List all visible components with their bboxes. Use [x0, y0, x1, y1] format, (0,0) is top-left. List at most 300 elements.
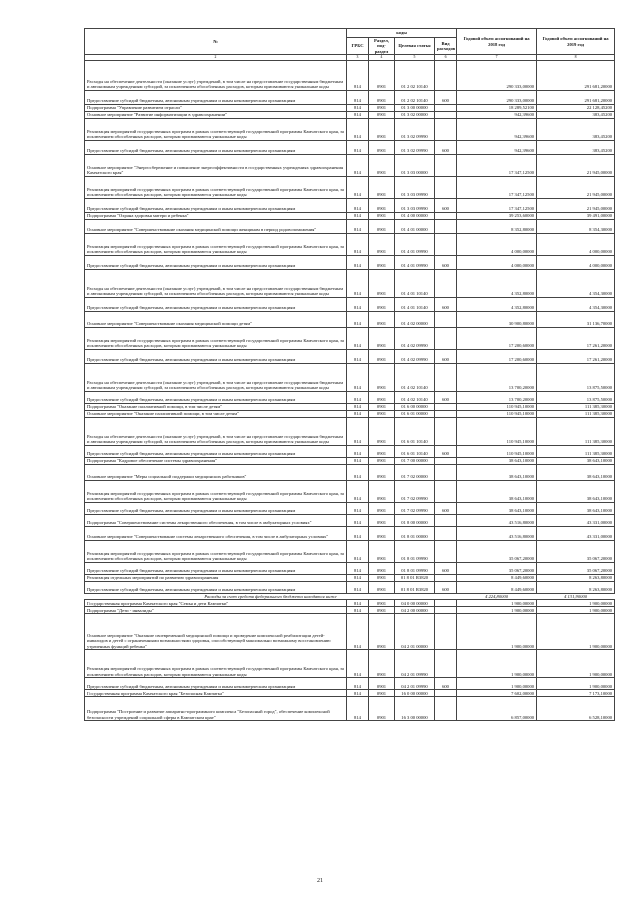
amount-2019-cell: 8 263,80000: [537, 574, 615, 581]
razdel-cell: 0901: [369, 198, 395, 212]
expense-type-cell: [435, 403, 457, 410]
description-cell: Предоставление субсидий бюджетным, автономным учреждениям и иным некоммерческим организациям: [85, 198, 347, 212]
razdel-cell: 0901: [369, 614, 395, 650]
table-row: [85, 255, 615, 269]
col-num: 4: [369, 55, 395, 61]
grbs-cell: 814: [347, 255, 369, 269]
target-article-cell: 01 4 01 00000: [395, 219, 435, 233]
description-cell: Основное мероприятие "Энергосбережение и повышение энергоэффективности в государственных учреждениях здравоохранения Камчатского края": [85, 154, 347, 176]
target-article-cell: 01 6 00 00000: [395, 403, 435, 410]
amount-2018-cell: 290 333,00000: [457, 90, 537, 104]
grbs-cell: 814: [347, 403, 369, 410]
amount-2019-cell: 8 263,80000: [537, 581, 615, 593]
table-row: [85, 269, 615, 297]
razdel-cell: 0901: [369, 457, 395, 464]
table-row: [85, 198, 615, 212]
description-cell: Основное мероприятие "Меры социальной поддержки медицинских работников": [85, 464, 347, 480]
grbs-cell: 814: [347, 297, 369, 311]
razdel-cell: 0901: [369, 600, 395, 607]
table-row: [85, 311, 615, 327]
description-cell: Предоставление субсидий бюджетным, автономным учреждениям и иным некоммерческим организациям: [85, 297, 347, 311]
target-article-cell: 01 8 01 09990: [395, 540, 435, 562]
amount-2018-cell: 7 602,00000: [457, 690, 537, 697]
razdel-cell: 0901: [369, 118, 395, 140]
expense-type-cell: [435, 480, 457, 502]
table-row: [85, 391, 615, 403]
amount-2018-cell: 17 347,12500: [457, 176, 537, 198]
description-cell: Подпрограмма "Совершенствование системы лекарственного обеспечения, в том числе в амбулаторных условиях": [85, 514, 347, 526]
expense-type-cell: [435, 104, 457, 111]
amount-2019-cell: 383,45200: [537, 140, 615, 154]
expense-type-cell: 600: [435, 90, 457, 104]
razdel-cell: 0901: [369, 410, 395, 417]
target-article-cell: 01 3 02 09990: [395, 118, 435, 140]
expense-type-cell: [435, 363, 457, 391]
grbs-cell: 814: [347, 581, 369, 593]
amount-2019-cell: 38 643,10000: [537, 457, 615, 464]
header-codes: коды: [347, 29, 457, 38]
razdel-cell: 0901: [369, 650, 395, 678]
table-row: [85, 526, 615, 540]
amount-2018-cell: 35 067,20000: [457, 562, 537, 574]
grbs-cell: 814: [347, 212, 369, 219]
razdel-cell: 0901: [369, 104, 395, 111]
razdel-cell: 0901: [369, 111, 395, 118]
amount-2018-cell: 110 945,10000: [457, 445, 537, 457]
amount-2018-cell: 4 352,80000: [457, 269, 537, 297]
razdel-cell: 0901: [369, 60, 395, 90]
target-article-cell: 01 4 02 10140: [395, 391, 435, 403]
amount-2019-cell: 383,45200: [537, 118, 615, 140]
razdel-cell: 0901: [369, 574, 395, 581]
grbs-cell: 814: [347, 502, 369, 514]
table-row: [85, 562, 615, 574]
amount-2018-cell: 17 200,60000: [457, 327, 537, 349]
description-cell: Реализация мероприятий государственных программ в рамках соответствующей государственной программы Камчатского края, за исключением обособленных расходов, которым присваиваются уникальные коды: [85, 176, 347, 198]
description-cell: Подпрограмма "Охрана здоровья матери и ребенка": [85, 212, 347, 219]
amount-2019-cell: 291 681,20000: [537, 60, 615, 90]
amount-2019-cell: 1 900,00000: [537, 650, 615, 678]
razdel-cell: 0901: [369, 417, 395, 445]
amount-2018-cell: 1 900,00000: [457, 678, 537, 690]
target-article-cell: 04 2 01 09990: [395, 650, 435, 678]
grbs-cell: 814: [347, 154, 369, 176]
table-row: [85, 502, 615, 514]
description-cell: Расходы на обеспечение деятельности (оказание услуг) учреждений, в том числе на предоставление государственным бюджетным и автономным учреждениям субсидий, за исключением обособленных расходов, которым присваиваются уникальные коды: [85, 363, 347, 391]
table-row: [85, 600, 615, 607]
amount-2018-cell: 13 700,20000: [457, 363, 537, 391]
grbs-cell: 814: [347, 678, 369, 690]
grbs-cell: 814: [347, 690, 369, 697]
target-article-cell: 01 6 01 00000: [395, 410, 435, 417]
razdel-cell: 0901: [369, 90, 395, 104]
grbs-cell: 814: [347, 140, 369, 154]
expense-type-cell: 600: [435, 581, 457, 593]
target-article-cell: 01 6 01 10140: [395, 417, 435, 445]
razdel-cell: 0901: [369, 327, 395, 349]
expense-type-cell: 600: [435, 502, 457, 514]
col-num: 5: [395, 55, 435, 61]
grbs-cell: 814: [347, 349, 369, 363]
razdel-cell: 0901: [369, 391, 395, 403]
expense-type-cell: [435, 219, 457, 233]
description-cell: Государственная программа Камчатского края "Безопасная Камчатка": [85, 690, 347, 697]
table-row: [85, 403, 615, 410]
table-row: [85, 690, 615, 697]
description-cell: Предоставление субсидий бюджетным, автономным учреждениям и иным некоммерческим организациям: [85, 445, 347, 457]
amount-2019-cell: 1 900,00000: [537, 614, 615, 650]
razdel-cell: 0901: [369, 581, 395, 593]
grbs-cell: 814: [347, 445, 369, 457]
expense-type-cell: [435, 212, 457, 219]
amount-2019-cell: 13 875,50000: [537, 363, 615, 391]
expense-type-cell: [435, 650, 457, 678]
razdel-cell: 0901: [369, 269, 395, 297]
amount-2018-cell: 110 945,10000: [457, 417, 537, 445]
razdel-cell: 0901: [369, 690, 395, 697]
expense-type-cell: [435, 154, 457, 176]
razdel-cell: 0901: [369, 678, 395, 690]
expense-type-cell: 600: [435, 391, 457, 403]
amount-2018-cell: 38 643,10000: [457, 457, 537, 464]
description-cell: Предоставление субсидий бюджетным, автономным учреждениям и иным некоммерческим организациям: [85, 391, 347, 403]
target-article-cell: 01 8 01 00000: [395, 526, 435, 540]
target-article-cell: 04 2 01 00000: [395, 614, 435, 650]
amount-2019-cell: 22 128,45200: [537, 104, 615, 111]
grbs-cell: 814: [347, 574, 369, 581]
table-row: [85, 118, 615, 140]
table-body: [85, 60, 615, 721]
amount-2018-cell: 110 945,10000: [457, 410, 537, 417]
table-row: [85, 140, 615, 154]
header-2019: Годовой объем ассигнований на 2019 год: [537, 29, 615, 55]
amount-2018-cell: 8 449,60000: [457, 574, 537, 581]
description-cell: Реализация мероприятий государственных программ в рамках соответствующей государственной программы Камчатского края, за исключением обособленных расходов, которым присваиваются уникальные коды: [85, 480, 347, 502]
amount-2019-cell: 43 331,00000: [537, 526, 615, 540]
target-article-cell: 01 4 01 10140: [395, 297, 435, 311]
description-cell: Предоставление субсидий бюджетным, автономным учреждениям и иным некоммерческим организациям: [85, 581, 347, 593]
expense-type-cell: [435, 600, 457, 607]
col-num: 2: [85, 55, 347, 61]
col-num: 7: [457, 55, 537, 61]
amount-2018-cell: 17 200,60000: [457, 349, 537, 363]
razdel-cell: 0901: [369, 297, 395, 311]
target-article-cell: 01 8 01 R3820: [395, 581, 435, 593]
expense-type-cell: 600: [435, 255, 457, 269]
amount-2018-cell: 38 643,10000: [457, 502, 537, 514]
razdel-cell: 0901: [369, 540, 395, 562]
amount-2018-cell: 4 000,00000: [457, 255, 537, 269]
amount-2019-cell: 4 000,00000: [537, 233, 615, 255]
amount-2019-cell: 111 385,30000: [537, 417, 615, 445]
table-row: [85, 480, 615, 502]
razdel-cell: 0901: [369, 445, 395, 457]
amount-2018-cell: 942,39600: [457, 118, 537, 140]
target-article-cell: 01 3 03 09990: [395, 198, 435, 212]
amount-2018-cell: 1 900,00000: [457, 600, 537, 607]
description-cell: Предоставление субсидий бюджетным, автономным учреждениям и иным некоммерческим организациям: [85, 502, 347, 514]
expense-type-cell: [435, 574, 457, 581]
target-article-cell: 16 3 00 00000: [395, 697, 435, 721]
amount-2019-cell: 31 136,70000: [537, 311, 615, 327]
amount-2018-cell: 6 857,00000: [457, 697, 537, 721]
table-note-row: [85, 593, 615, 600]
grbs-cell: 814: [347, 417, 369, 445]
target-article-cell: 01 3 00 00000: [395, 104, 435, 111]
description-cell: Подпрограмма "Управление развитием отрасли": [85, 104, 347, 111]
table-row: [85, 540, 615, 562]
description-cell: Подпрограмма "Кадровое обеспечение системы здравоохранения": [85, 457, 347, 464]
description-cell: Реализация мероприятий государственных программ в рамках соответствующей государственной программы Камчатского края, за исключением обособленных расходов, которым присваиваются уникальные коды: [85, 540, 347, 562]
razdel-cell: 0901: [369, 464, 395, 480]
razdel-cell: 0901: [369, 255, 395, 269]
expense-type-cell: [435, 176, 457, 198]
amount-2019-cell: 111 385,30000: [537, 403, 615, 410]
table-row: [85, 697, 615, 721]
target-article-cell: 04 2 00 00000: [395, 607, 435, 614]
description-cell: Реализация мероприятий государственных программ в рамках соответствующей государственной программы Камчатского края, за исключением обособленных расходов, которым присваиваются уникальные коды: [85, 327, 347, 349]
table-row: [85, 104, 615, 111]
target-article-cell: 01 2 02 10140: [395, 90, 435, 104]
table-row: [85, 607, 615, 614]
header-razdel: Раздел, под-раздел: [369, 38, 395, 55]
expense-type-cell: 600: [435, 562, 457, 574]
amount-2018-cell: 17 347,12500: [457, 154, 537, 176]
description-cell: Подпрограмма "Оказание паллиативной помощи, в том числе детям": [85, 403, 347, 410]
expense-type-cell: 600: [435, 297, 457, 311]
table-row: [85, 650, 615, 678]
description-cell: Основное мероприятие "Совершенствование оказания медицинской помощи детям": [85, 311, 347, 327]
amount-2018-cell: 38 643,10000: [457, 480, 537, 502]
target-article-cell: 01 4 00 00000: [395, 212, 435, 219]
description-cell: Подпрограмма "Построение и развитие аппаратно-программного комплекса "Безопасный город", обеспечение комплексной безопасности учреждений социальной сферы в Камчатском крае": [85, 697, 347, 721]
amount-2019-cell: 21 945,00000: [537, 154, 615, 176]
header-2018: Годовой объем ассигнований на 2018 год: [457, 29, 537, 55]
description-cell: Расходы на обеспечение деятельности (оказание услуг) учреждений, в том числе на предоставление государственным бюджетным и автономным учреждениям субсидий, за исключением обособленных расходов, которым присваиваются уникальные коды: [85, 269, 347, 297]
expense-type-cell: [435, 526, 457, 540]
header-csr: Целевая статья: [395, 38, 435, 55]
target-article-cell: 01 4 01 09990: [395, 255, 435, 269]
amount-2018-cell: 38 643,10000: [457, 464, 537, 480]
amount-2019-cell: 1 900,00000: [537, 600, 615, 607]
target-article-cell: 01 8 01 R3820: [395, 574, 435, 581]
amount-2018-cell: 1 900,00000: [457, 650, 537, 678]
grbs-cell: 814: [347, 176, 369, 198]
amount-2018-cell: 4 352,80000: [457, 297, 537, 311]
grbs-cell: 814: [347, 600, 369, 607]
grbs-cell: 814: [347, 614, 369, 650]
grbs-cell: 814: [347, 269, 369, 297]
amount-2018-cell: 17 347,12500: [457, 198, 537, 212]
grbs-cell: 814: [347, 198, 369, 212]
description-cell: Предоставление субсидий бюджетным, автономным учреждениям и иным некоммерческим организациям: [85, 90, 347, 104]
target-article-cell: 01 8 00 00000: [395, 514, 435, 526]
table-row: [85, 581, 615, 593]
table-row: [85, 327, 615, 349]
amount-2019-cell: 1 900,00000: [537, 607, 615, 614]
grbs-cell: 814: [347, 363, 369, 391]
target-article-cell: 01 4 02 09990: [395, 349, 435, 363]
expense-type-cell: [435, 514, 457, 526]
amount-2019-cell: 4 354,30000: [537, 269, 615, 297]
target-article-cell: 01 3 03 00000: [395, 154, 435, 176]
amount-2018-cell: 110 945,10000: [457, 403, 537, 410]
description-cell: Реализация мероприятий государственных программ в рамках соответствующей государственной программы Камчатского края, за исключением обособленных расходов, которым присваиваются уникальные коды: [85, 650, 347, 678]
grbs-cell: 814: [347, 327, 369, 349]
expense-type-cell: [435, 697, 457, 721]
razdel-cell: 0901: [369, 480, 395, 502]
table-row: [85, 219, 615, 233]
amount-2019-cell: 4 354,30000: [537, 297, 615, 311]
table-row: [85, 111, 615, 118]
amount-2018-cell: 8 352,80000: [457, 219, 537, 233]
table-row: [85, 176, 615, 198]
razdel-cell: 0901: [369, 562, 395, 574]
grbs-cell: 814: [347, 233, 369, 255]
expense-type-cell: [435, 540, 457, 562]
amount-2019-cell: 21 945,00000: [537, 176, 615, 198]
grbs-cell: 814: [347, 410, 369, 417]
expense-type-cell: 600: [435, 678, 457, 690]
amount-2018-cell: 1 900,00000: [457, 607, 537, 614]
table-row: [85, 464, 615, 480]
expense-type-cell: 600: [435, 198, 457, 212]
expense-type-cell: 600: [435, 140, 457, 154]
expense-type-cell: [435, 464, 457, 480]
amount-2019-cell: 35 067,20000: [537, 562, 615, 574]
razdel-cell: 0901: [369, 154, 395, 176]
target-article-cell: 01 3 03 09990: [395, 176, 435, 198]
table-row: [85, 363, 615, 391]
grbs-cell: 814: [347, 311, 369, 327]
amount-2019-cell: 8 354,30000: [537, 219, 615, 233]
description-cell: Подпрограмма "Дети - инвалиды": [85, 607, 347, 614]
razdel-cell: 0901: [369, 311, 395, 327]
target-article-cell: 01 6 01 10140: [395, 445, 435, 457]
description-cell: Расходы на обеспечение деятельности (оказание услуг) учреждений, в том числе на предоставление государственным бюджетным и автономным учреждениям субсидий, за исключением обособленных расходов, которым присваиваются уникальные коды: [85, 417, 347, 445]
expense-type-cell: [435, 60, 457, 90]
grbs-cell: 814: [347, 457, 369, 464]
expense-type-cell: [435, 607, 457, 614]
amount-2019-cell: 13 875,50000: [537, 391, 615, 403]
amount-2018-cell: 43 516,80000: [457, 514, 537, 526]
description-cell: Предоставление субсидий бюджетным, автономным учреждениям и иным некоммерческим организациям: [85, 349, 347, 363]
target-article-cell: 01 7 02 09990: [395, 502, 435, 514]
target-article-cell: 01 8 01 09990: [395, 562, 435, 574]
razdel-cell: 0901: [369, 363, 395, 391]
target-article-cell: 01 7 02 00000: [395, 464, 435, 480]
expense-type-cell: [435, 311, 457, 327]
amount-2019-cell: 43 331,00000: [537, 514, 615, 526]
grbs-cell: 814: [347, 480, 369, 502]
page-number: 21: [317, 878, 323, 884]
expense-type-cell: [435, 457, 457, 464]
description-cell: Расходы на обеспечение деятельности (оказание услуг) учреждений, в том числе на предоставление государственным бюджетным и автономным учреждениям субсидий, за исключением обособленных расходов, которым присваиваются уникальные коды: [85, 60, 347, 90]
razdel-cell: 0901: [369, 233, 395, 255]
target-article-cell: 04 2 01 09990: [395, 678, 435, 690]
amount-2018-cell: 942,39600: [457, 140, 537, 154]
grbs-cell: 814: [347, 607, 369, 614]
table-row: [85, 410, 615, 417]
expense-type-cell: [435, 111, 457, 118]
expense-type-cell: [435, 118, 457, 140]
amount-2018-cell: 18 289,52100: [457, 104, 537, 111]
expense-type-cell: [435, 269, 457, 297]
table-row: [85, 90, 615, 104]
description-cell: Реализация мероприятий государственных программ в рамках соответствующей государственной программы Камчатского края, за исключением обособленных расходов, которым присваиваются уникальные коды: [85, 233, 347, 255]
amount-2019-cell: 17 261,20000: [537, 327, 615, 349]
table-row: [85, 417, 615, 445]
grbs-cell: 814: [347, 697, 369, 721]
grbs-cell: 814: [347, 526, 369, 540]
description-cell: Реализация мероприятий государственных программ в рамках соответствующей государственной программы Камчатского края, за исключением обособленных расходов, которым присваиваются уникальные коды: [85, 118, 347, 140]
razdel-cell: 0901: [369, 140, 395, 154]
target-article-cell: 01 4 02 10140: [395, 363, 435, 391]
table-row: [85, 212, 615, 219]
amount-2019-cell: 4 000,00000: [537, 255, 615, 269]
header-vr: Вид расходов: [435, 38, 457, 55]
grbs-cell: 814: [347, 60, 369, 90]
col-num: 8: [537, 55, 615, 61]
amount-2018-cell: 43 516,80000: [457, 526, 537, 540]
table-row: [85, 574, 615, 581]
amount-2018-cell: 35 067,20000: [457, 540, 537, 562]
target-article-cell: 01 4 01 10140: [395, 269, 435, 297]
col-num: 3: [347, 55, 369, 61]
razdel-cell: 0901: [369, 607, 395, 614]
grbs-cell: 814: [347, 562, 369, 574]
description-cell: Реализация отдельных мероприятий по развитию здравоохранения: [85, 574, 347, 581]
amount-2018-cell: 8 449,60000: [457, 581, 537, 593]
table-row: [85, 614, 615, 650]
expense-type-cell: [435, 614, 457, 650]
amount-2019-cell: 35 067,20000: [537, 540, 615, 562]
col-num: 6: [435, 55, 457, 61]
grbs-cell: 814: [347, 514, 369, 526]
header-num: №: [85, 29, 347, 55]
razdel-cell: 0901: [369, 219, 395, 233]
amount-2018-cell: 4 224,80000: [457, 593, 537, 600]
table-row: [85, 457, 615, 464]
amount-2019-cell: 1 900,00000: [537, 678, 615, 690]
description-cell: Основное мероприятие "Совершенствование системы лекарственного обеспечения, в том числе в амбулаторных условиях": [85, 526, 347, 540]
description-cell: Предоставление субсидий бюджетным, автономным учреждениям и иным некоммерческим организациям: [85, 678, 347, 690]
target-article-cell: 01 4 02 00000: [395, 311, 435, 327]
amount-2018-cell: 942,39600: [457, 111, 537, 118]
amount-2019-cell: 39 491,00000: [537, 212, 615, 219]
expense-type-cell: [435, 417, 457, 445]
amount-2019-cell: 111 385,30000: [537, 445, 615, 457]
amount-2019-cell: 291 681,20000: [537, 90, 615, 104]
target-article-cell: 04 0 00 00000: [395, 600, 435, 607]
table-row: [85, 445, 615, 457]
amount-2019-cell: 383,45200: [537, 111, 615, 118]
amount-2018-cell: 4 000,00000: [457, 233, 537, 255]
razdel-cell: 0901: [369, 403, 395, 410]
amount-2018-cell: 39 253,60000: [457, 212, 537, 219]
razdel-cell: 0901: [369, 176, 395, 198]
razdel-cell: 0901: [369, 526, 395, 540]
grbs-cell: 814: [347, 90, 369, 104]
razdel-cell: 0901: [369, 212, 395, 219]
description-cell: Основное мероприятие "Оказание своевременной медицинской помощи и проведение комплексной реабилитации детей-инвалидов и детей с ограниченными возможностями здоровья, способствующей максимально возможному восстановлению утраченных функций ребенка": [85, 614, 347, 650]
description-cell: Основное мероприятие "Оказание паллиативной помощи, в том числе детям": [85, 410, 347, 417]
expense-type-cell: [435, 327, 457, 349]
grbs-cell: 814: [347, 650, 369, 678]
expense-type-cell: 600: [435, 349, 457, 363]
expense-type-cell: [435, 233, 457, 255]
note-cell: Расходы за счет средств федерального бюджета находятся ниже: [85, 593, 457, 600]
